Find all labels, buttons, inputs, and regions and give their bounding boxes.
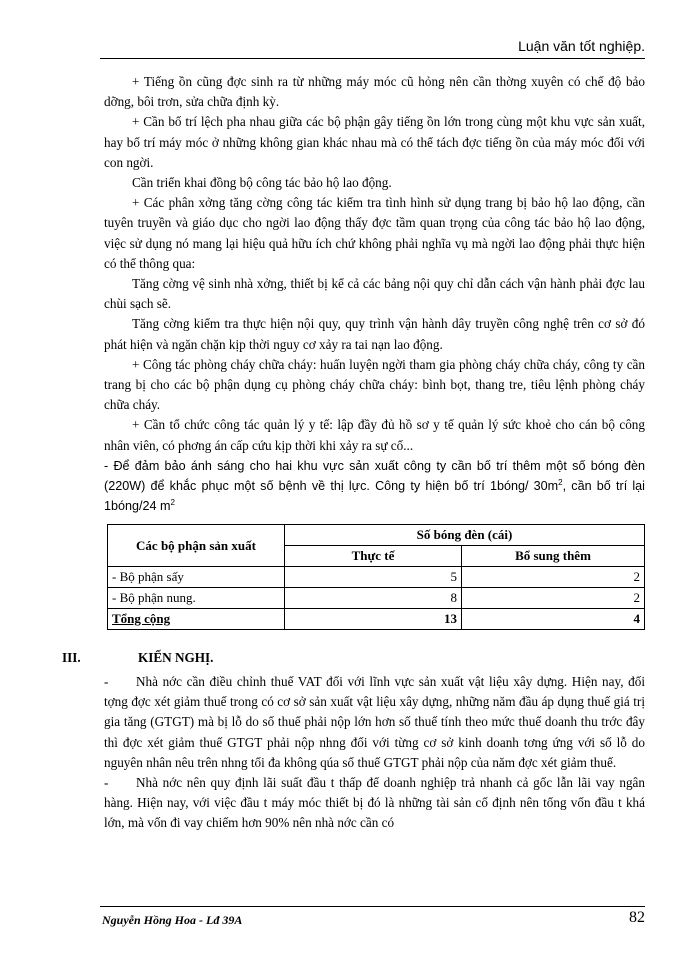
header-actual: Thực tế <box>285 546 462 567</box>
cell-department: - Bộ phận sấy <box>108 567 285 588</box>
recommendation-text: Nhà nớc cần điều chỉnh thuế VAT đối với lĩnh vực sản xuất vật liệu xây dựng. Hiện nay, đối tợng đợc xét giảm thuế trong có cơ sở sản xuất vật liệu xây dựng, những năm đầu áp dụng thuế giá trị gia tăng (GTGT) mà bị lỗ do số thuế phải nộp lớn hơn số thuế tính theo mức thuế doanh thu trớc đây thì đợc xét giảm thuế GTGT phải nộp nhng đối với từng cơ sở kinh doanh tơng ứng với số lỗ do nguyên nhân nêu trên nhng tối đa không qúa số thuế GTGT phải nộp của năm đợc xét giảm thuế. <box>104 674 645 770</box>
section-title: KIẾN NGHỊ. <box>138 650 214 665</box>
lamp-table <box>107 524 645 630</box>
paragraph: + Cần bố trí lệch pha nhau giữa các bộ phận gây tiếng ồn lớn trong cùng một khu vực sản xuất, hay bố trí máy móc ở những không gian khác nhau mà có thể tách đợc tiếng ồn của máy móc đối với con ngời. <box>104 114 645 170</box>
header-lamp-count: Số bóng đèn (cái) <box>285 525 645 546</box>
page-number: 82 <box>629 909 645 926</box>
page-header <box>100 36 645 59</box>
superscript: 2 <box>170 498 175 508</box>
cell-total-actual: 13 <box>285 609 462 630</box>
cell-actual: 5 <box>285 567 462 588</box>
total-row <box>108 609 645 630</box>
cell-total-extra: 4 <box>462 609 645 630</box>
page-footer <box>100 906 645 937</box>
section-number: III. <box>62 650 81 665</box>
recommendation-item <box>104 672 645 773</box>
lighting-text-b: , cần bố trí lại 1bóng/24 m <box>104 479 645 514</box>
recommendations <box>104 672 645 834</box>
cell-extra: 2 <box>462 567 645 588</box>
lighting-text-a: - Để đảm bảo ánh sáng cho hai khu vực sản xuất công ty cần bố trí thêm một số bóng đèn (220W) để khắc phục một số bệnh về thị lực. Công ty hiện bố trí 1bóng/ 30m <box>104 458 645 494</box>
table-row <box>108 567 645 588</box>
paragraph: + Tiếng ồn cũng đợc sinh ra từ những máy móc cũ hỏng nên cần thờng xuyên có chế độ bảo dỡng, bôi trơn, sửa chữa định kỳ. <box>104 74 645 110</box>
table-row <box>108 588 645 609</box>
document-title: Luận văn tốt nghiệp. <box>518 38 645 54</box>
paragraph: + Công tác phòng cháy chữa cháy: huấn luyện ngời tham gia phòng cháy chữa cháy, công ty cần trang bị cho các bộ phận dụng cụ phòng cháy chữa cháy: bình bọt, thang tre, tiêu lệnh phòng cháy chữa cháy. <box>104 356 645 413</box>
cell-total-label: Tổng cộng <box>108 609 285 630</box>
header-extra: Bổ sung thêm <box>462 546 645 567</box>
superscript: 2 <box>558 477 563 487</box>
cell-extra: 2 <box>462 588 645 609</box>
paragraph: + Cần tổ chức công tác quản lý y tế: lập đầy đủ hồ sơ y tế quản lý sức khoẻ cho cán bộ công nhân viên, có phơng án cấp cứu kịp thời khi xảy ra sự cố... <box>104 417 645 453</box>
header-department: Các bộ phận sản xuất <box>108 525 285 567</box>
paragraph: Cần triển khai đồng bộ công tác bảo hộ lao động. <box>132 175 392 191</box>
cell-department: - Bộ phận nung. <box>108 588 285 609</box>
cell-actual: 8 <box>285 588 462 609</box>
dash-marker: - <box>104 775 109 791</box>
paragraph: Tăng cờng vệ sinh nhà xởng, thiết bị kể cả các bảng nội quy chỉ dẫn cách vận hành phải đợc lau chùi sạch sẽ. <box>104 276 645 312</box>
recommendation-item <box>104 773 645 834</box>
author-name: Nguyễn Hồng Hoa - Lđ 39A <box>102 913 243 927</box>
dash-marker: - <box>104 674 109 689</box>
body-text <box>104 72 645 516</box>
paragraph: Tăng cờng kiểm tra thực hiện nội quy, quy trình vận hành dây truyền công nghệ trên cơ sở đó phát hiện và ngăn chặn kịp thời nguy cơ xảy ra tai nạn lao động. <box>104 316 645 352</box>
lighting-paragraph <box>104 456 645 517</box>
recommendation-text: Nhà nớc nên quy định lãi suất đầu t thấp để doanh nghiệp trả nhanh cả gốc lẫn lãi vay ngân hàng. Hiện nay, với việc đầu t máy móc thiết bị đó là những tài sản cố định nên tổng vốn đầu t khá lớn, mà vốn đi vay chiếm hơn 90% nên nhà nớc cần có <box>104 775 645 831</box>
paragraph: + Các phân xởng tăng cờng công tác kiểm tra tình hình sử dụng trang bị bảo hộ lao động, cần tuyên truyền và giáo dục cho ngời lao động thấy đợc tầm quan trọng của công tác bảo hộ lao động, việc sử dụng nó mang lại hiệu quả hữu ích chứ không phải nghĩa vụ mà ngời lao động phải thực hiện có thể thông qua: <box>104 195 645 271</box>
